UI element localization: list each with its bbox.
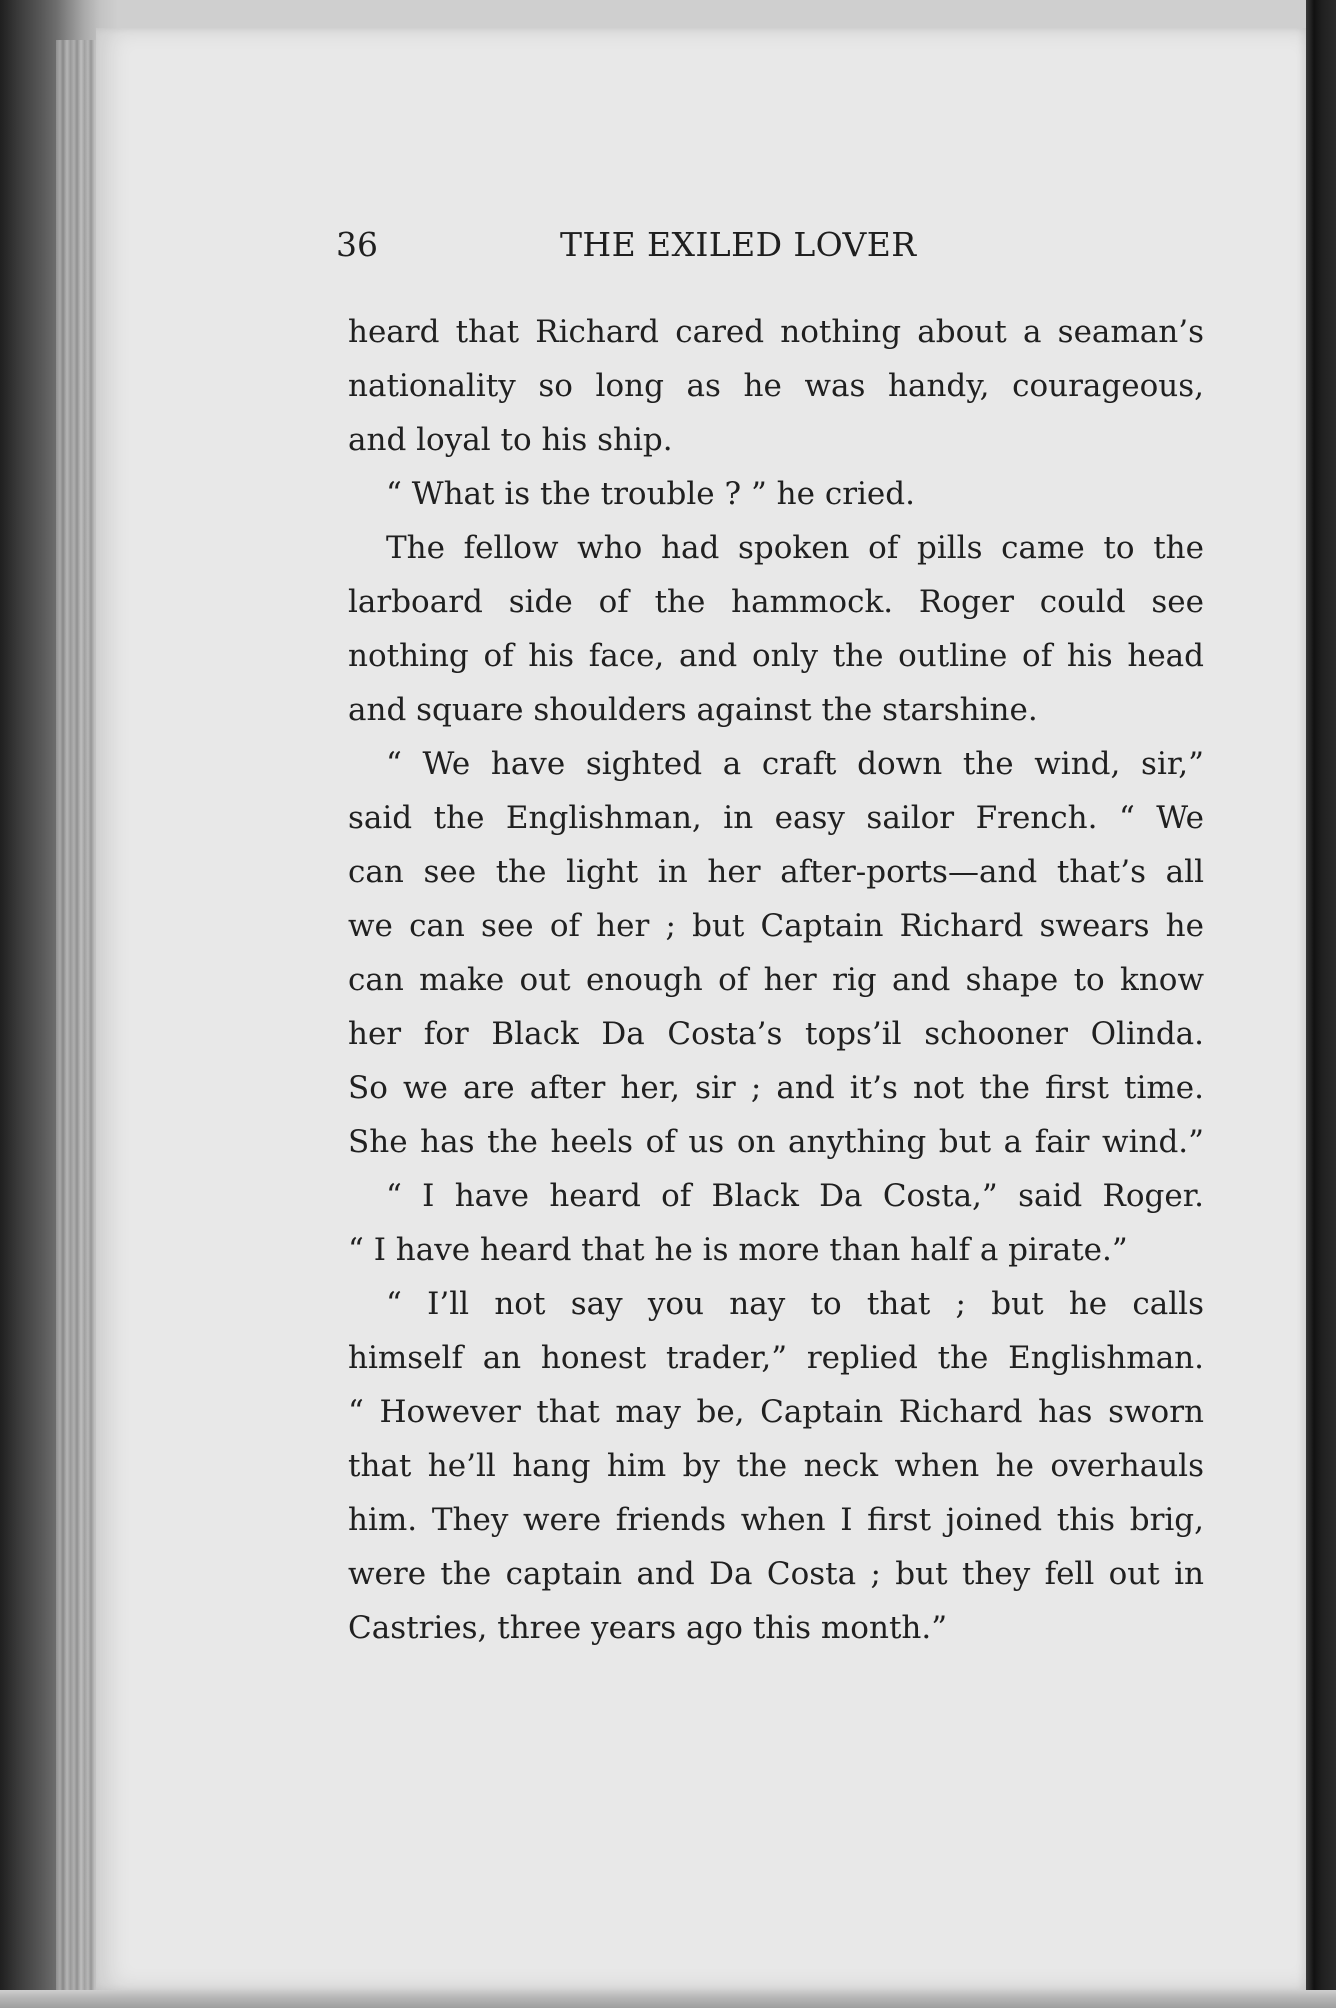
text-line: “ I’ll not say you nay to that ; but he calls — [386, 1286, 1204, 1322]
text-line: So we are after her, sir ; and it’s not the first time. — [348, 1070, 1204, 1106]
running-head — [336, 225, 976, 265]
text-line: “ I have heard of Black Da Costa,” said Roger. — [386, 1178, 1204, 1214]
text-line: can see the light in her after-ports—and that’s all — [348, 854, 1204, 890]
text-line: “ I have heard that he is more than half a pirate.” — [348, 1232, 1128, 1268]
page-number: 36 — [336, 225, 378, 264]
text-line: The fellow who had spoken of pills came to the — [386, 530, 1204, 566]
text-line: we can see of her ; but Captain Richard swears he — [348, 908, 1204, 944]
text-line: heard that Richard cared nothing about a seaman’s — [348, 314, 1204, 350]
text-line: and loyal to his ship. — [348, 422, 673, 458]
text-line: Castries, three years ago this month.” — [348, 1610, 948, 1646]
text-line: and square shoulders against the starshine. — [348, 692, 1038, 728]
text-line: can make out enough of her rig and shape to know — [348, 962, 1204, 998]
text-line: “ We have sighted a craft down the wind, sir,” — [386, 746, 1204, 782]
text-line: her for Black Da Costa’s tops’il schooner Olinda. — [348, 1016, 1204, 1052]
text-line: “ However that may be, Captain Richard has sworn — [348, 1394, 1204, 1430]
text-line: She has the heels of us on anything but a fair wind.” — [348, 1124, 1204, 1160]
text-line: himself an honest trader,” replied the Englishman. — [348, 1340, 1204, 1376]
text-line: nationality so long as he was handy, courageous, — [348, 368, 1204, 404]
bottom-scan-border — [0, 1990, 1336, 2008]
text-line: were the captain and Da Costa ; but they fell out in — [348, 1556, 1204, 1592]
right-scan-border — [1306, 0, 1336, 2008]
text-line: “ What is the trouble ? ” he cried. — [386, 476, 915, 512]
page-text — [348, 305, 1204, 1655]
text-line: said the Englishman, in easy sailor French. “ We — [348, 800, 1204, 836]
text-line: that he’ll hang him by the neck when he overhauls — [348, 1448, 1204, 1484]
text-line: larboard side of the hammock. Roger could see — [348, 584, 1204, 620]
text-line: nothing of his face, and only the outline of his head — [348, 638, 1204, 674]
book-title: THE EXILED LOVER — [560, 225, 917, 264]
text-line: him. They were friends when I first joined this brig, — [348, 1502, 1204, 1538]
